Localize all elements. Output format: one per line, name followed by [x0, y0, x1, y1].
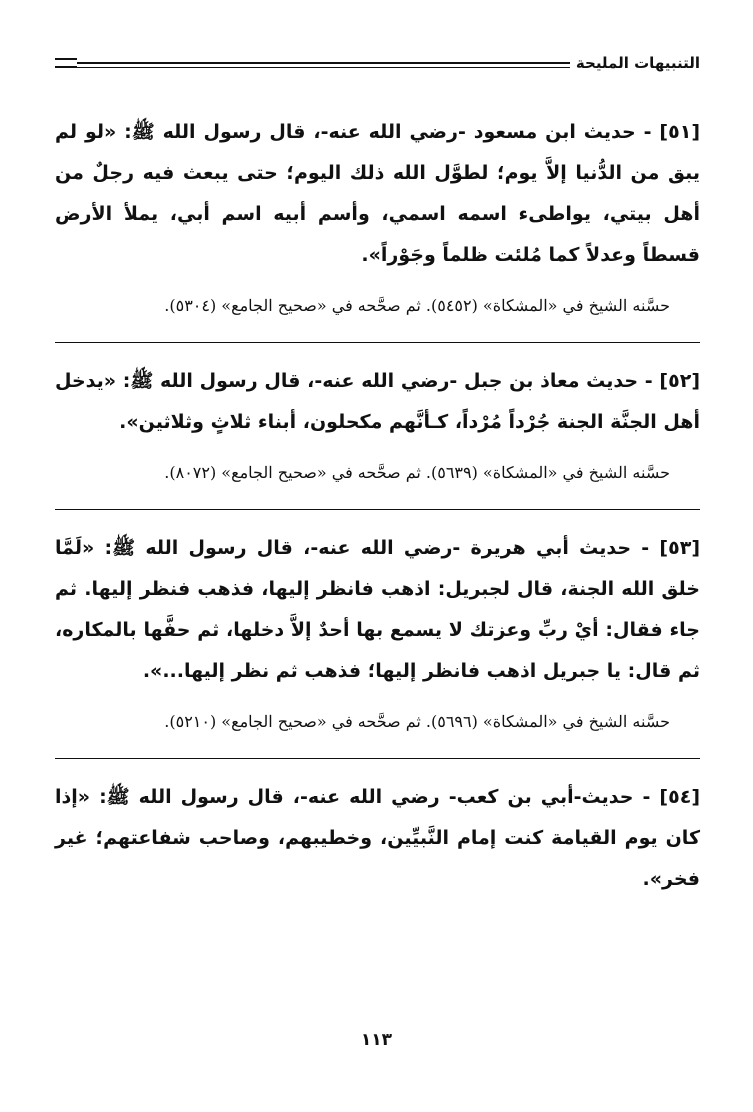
- hadith-text: - حديث معاذ بن جبل -رضي الله عنه-، قال رسول الله ﷺ: «يدخل أهل الجنَّة الجنة جُرْداً مُرْداً، كـأنَّهم مكحلون، أبناء ثلاثٍ وثلاثين».: [55, 370, 700, 433]
- page-number: ١١٣: [360, 1030, 393, 1050]
- page-body: [55, 112, 700, 900]
- entry-separator: [55, 342, 700, 343]
- hadith-number: [٥٤]: [659, 786, 700, 808]
- grading-note-51: حسَّنه الشيخ في «المشكاة» (٥٤٥٢). ثم صحَّحه في «صحيح الجامع» (٥٣٠٤).: [164, 296, 670, 315]
- hadith-54: [55, 777, 700, 900]
- header-double-dash: [55, 58, 77, 68]
- grading-note-52: حسَّنه الشيخ في «المشكاة» (٥٦٣٩). ثم صحَّحه في «صحيح الجامع» (٨٠٧٢).: [164, 463, 670, 482]
- grading-note-53: حسَّنه الشيخ في «المشكاة» (٥٦٩٦). ثم صحَّحه في «صحيح الجامع» (٥٢١٠).: [164, 712, 670, 731]
- hadith-53: [55, 528, 700, 692]
- hadith-text: - حديث أبي هريرة -رضي الله عنه-، قال رسول الله ﷺ: «لَمَّا خلق الله الجنة، قال لجبريل: اذهب فانظر إليها، فذهب فنظر إليها. ثم جاء فقال: أيْ ربِّ وعزتك لا يسمع بها أحدٌ إلاَّ دخلها، ثم حفَّها بالمكاره، ثم قال: يا جبريل اذهب فانظر إليها؛ فذهب ثم نظر إليها...».: [55, 537, 700, 682]
- entry-separator: [55, 509, 700, 510]
- hadith-number: [٥٣]: [659, 537, 700, 559]
- hadith-text: - حديث ابن مسعود -رضي الله عنه-، قال رسول الله ﷺ: «لو لم يبق من الدُّنيا إلاَّ يوم؛ لطوَّل الله ذلك اليوم؛ حتى يبعث فيه رجلٌ من أهل بيتي، يواطىء اسمه اسمي، وأسم أبيه اسم أبي، يملأ الأرض قسطاً وعدلاً كما مُلئت ظلماً وجَوْراً».: [55, 121, 700, 266]
- book-title: التنبيهات المليحة: [570, 52, 700, 74]
- running-header: [55, 52, 700, 76]
- entry-separator: [55, 758, 700, 759]
- hadith-number: [٥٢]: [659, 370, 700, 392]
- hadith-text: - حديث-أبي بن كعب- رضي الله عنه-، قال رسول الله ﷺ: «إذا كان يوم القيامة كنت إمام النَّبيِّين، وخطيبهم، وصاحب شفاعتهم؛ غير فخر».: [55, 786, 700, 890]
- hadith-52: [55, 361, 700, 443]
- hadith-number: [٥١]: [659, 121, 700, 143]
- hadith-51: [55, 112, 700, 276]
